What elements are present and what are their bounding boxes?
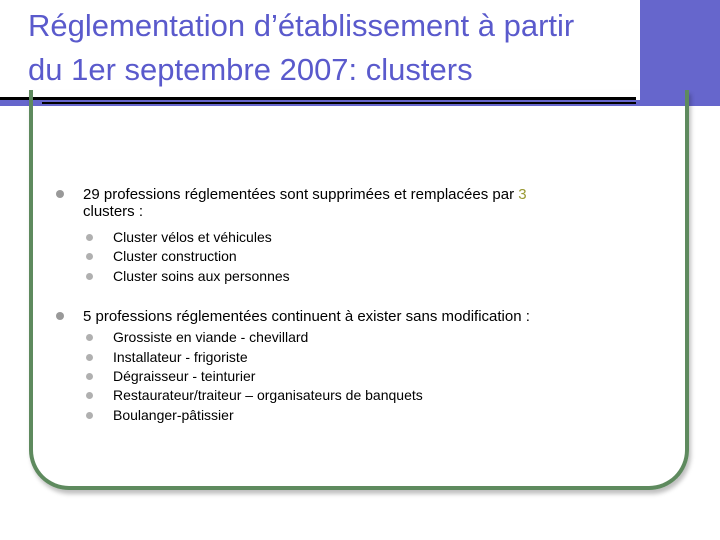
bullet-dot-icon: [86, 273, 93, 280]
bullet-dot-icon: [86, 234, 93, 241]
cluster-list: [86, 228, 676, 286]
bullet-point-clusters: [56, 186, 676, 220]
list-item: Cluster construction: [86, 247, 676, 266]
list-item: Cluster vélos et véhicules: [86, 228, 676, 247]
list-item: Grossiste en viande - chevillard: [86, 328, 676, 347]
bullet-text-continued: clusters :: [83, 203, 144, 220]
bullet-text: 5 professions réglementées continuent à exister sans modification: [83, 308, 522, 326]
slide-content: [56, 186, 676, 425]
list-item: Restaurateur/traiteur – organisateurs de banquets: [86, 386, 676, 405]
bullet-text-continued: :: [521, 308, 530, 326]
bullet-dot-icon: [56, 312, 64, 320]
bullet-dot-icon: [86, 373, 93, 380]
profession-list: [86, 328, 676, 425]
bullet-dot-icon: [86, 412, 93, 419]
bullet-dot-icon: [86, 334, 93, 341]
bullet-accent-number: 3: [518, 186, 527, 203]
slide-title-line-2: du 1er septembre 2007: clusters: [28, 52, 473, 87]
bullet-point-unchanged-professions: [56, 308, 676, 325]
list-item: Dégraisseur - teinturier: [86, 367, 676, 386]
bullet-dot-icon: [86, 354, 93, 361]
bullet-text: 29 professions réglementées sont supprimées et remplacées par: [83, 186, 519, 203]
list-item: Installateur - frigoriste: [86, 348, 676, 367]
slide-title-line-1: Réglementation d’établissement à partir: [28, 8, 575, 43]
slide-title: [28, 4, 574, 92]
list-item: Cluster soins aux personnes: [86, 267, 676, 286]
list-item: Boulanger-pâtissier: [86, 406, 676, 425]
bullet-dot-icon: [56, 190, 64, 198]
bullet-dot-icon: [86, 253, 93, 260]
bullet-dot-icon: [86, 392, 93, 399]
